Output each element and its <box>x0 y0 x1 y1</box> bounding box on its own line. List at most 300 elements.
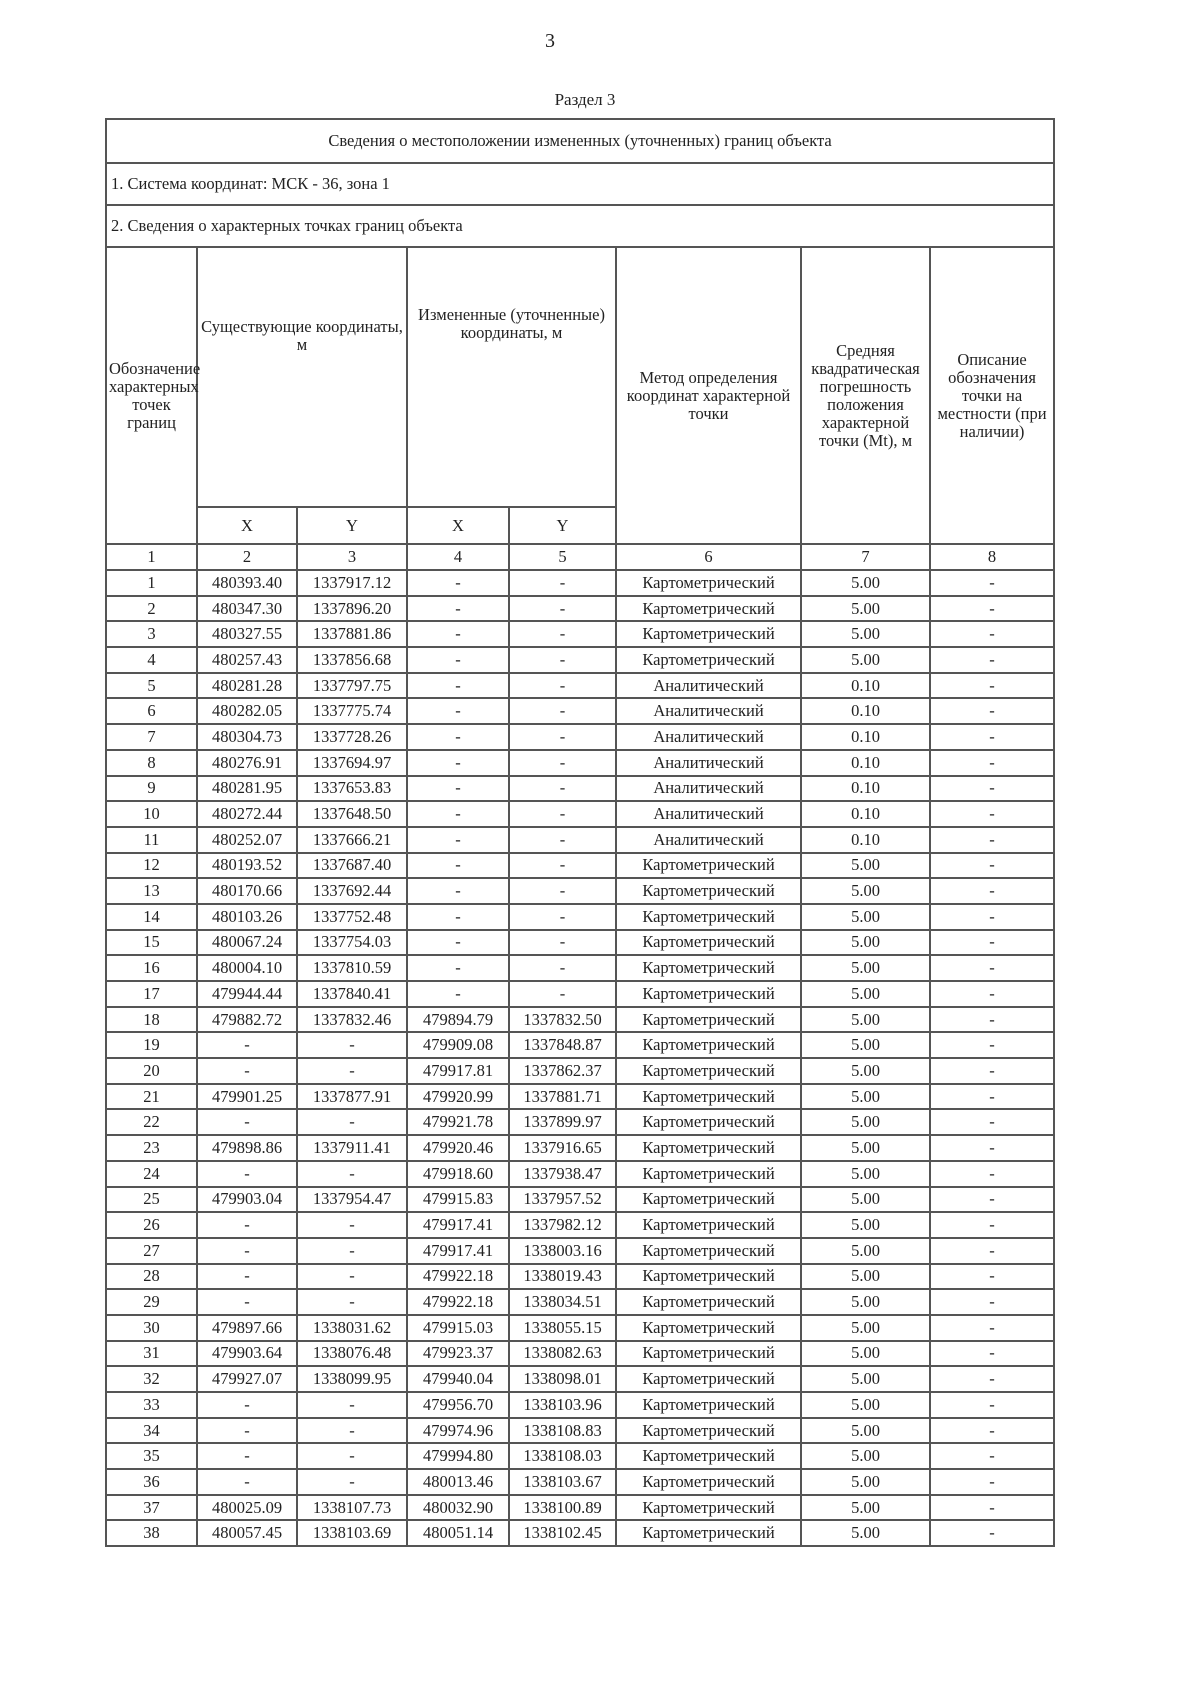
cell-error: 5.00 <box>801 1058 930 1084</box>
cell-description: - <box>930 801 1054 827</box>
cell-changed-y: 1338108.03 <box>509 1443 616 1469</box>
cell-description: - <box>930 1495 1054 1521</box>
cell-error: 5.00 <box>801 1392 930 1418</box>
table-row <box>106 1058 1054 1084</box>
cell-description: - <box>930 1341 1054 1367</box>
cell-existing-y: 1337687.40 <box>297 853 407 879</box>
cell-point-id: 20 <box>106 1058 197 1084</box>
cell-existing-y: - <box>297 1392 407 1418</box>
cell-existing-x: 480103.26 <box>197 904 297 930</box>
cell-changed-y: 1337982.12 <box>509 1212 616 1238</box>
cell-description: - <box>930 878 1054 904</box>
cell-changed-x: 479918.60 <box>407 1161 509 1187</box>
cell-changed-y: - <box>509 776 616 802</box>
table-row <box>106 1161 1054 1187</box>
cell-error: 5.00 <box>801 1032 930 1058</box>
cell-error: 5.00 <box>801 1007 930 1033</box>
cell-method: Картометрический <box>616 1084 801 1110</box>
cell-changed-x: 479894.79 <box>407 1007 509 1033</box>
cell-method: Картометрический <box>616 1109 801 1135</box>
cell-existing-x: 480004.10 <box>197 955 297 981</box>
cell-changed-x: - <box>407 776 509 802</box>
cell-point-id: 33 <box>106 1392 197 1418</box>
cell-method: Картометрический <box>616 1161 801 1187</box>
cell-existing-y: 1337692.44 <box>297 878 407 904</box>
cell-error: 5.00 <box>801 570 930 596</box>
cell-description: - <box>930 1520 1054 1546</box>
cell-error: 5.00 <box>801 1315 930 1341</box>
cell-error: 5.00 <box>801 647 930 673</box>
cell-existing-y: 1338099.95 <box>297 1366 407 1392</box>
cell-changed-x: - <box>407 930 509 956</box>
cell-changed-x: - <box>407 596 509 622</box>
cell-error: 5.00 <box>801 1289 930 1315</box>
cell-point-id: 25 <box>106 1187 197 1213</box>
cell-existing-y: 1338107.73 <box>297 1495 407 1521</box>
cell-error: 0.10 <box>801 750 930 776</box>
table-row <box>106 1187 1054 1213</box>
cell-changed-x: 479940.04 <box>407 1366 509 1392</box>
cell-method: Картометрический <box>616 570 801 596</box>
cell-existing-y: 1337752.48 <box>297 904 407 930</box>
header-point-designation: Обозначение характерных точек границ <box>106 247 197 544</box>
table-row <box>106 750 1054 776</box>
cell-changed-x: - <box>407 853 509 879</box>
cell-existing-y: 1337840.41 <box>297 981 407 1007</box>
cell-description: - <box>930 647 1054 673</box>
table-row <box>106 827 1054 853</box>
cell-existing-x: 479903.04 <box>197 1187 297 1213</box>
cell-method: Картометрический <box>616 930 801 956</box>
cell-description: - <box>930 1469 1054 1495</box>
cell-existing-x: 480304.73 <box>197 724 297 750</box>
cell-error: 5.00 <box>801 1341 930 1367</box>
table-row <box>106 596 1054 622</box>
col-number: 5 <box>509 544 616 570</box>
cell-existing-y: - <box>297 1161 407 1187</box>
cell-method: Аналитический <box>616 827 801 853</box>
col-number: 4 <box>407 544 509 570</box>
cell-error: 5.00 <box>801 1520 930 1546</box>
cell-point-id: 17 <box>106 981 197 1007</box>
cell-point-id: 8 <box>106 750 197 776</box>
cell-existing-y: 1337775.74 <box>297 698 407 724</box>
cell-changed-y: 1337916.65 <box>509 1135 616 1161</box>
cell-changed-y: 1338103.67 <box>509 1469 616 1495</box>
cell-description: - <box>930 930 1054 956</box>
cell-method: Картометрический <box>616 853 801 879</box>
cell-error: 0.10 <box>801 698 930 724</box>
cell-description: - <box>930 1007 1054 1033</box>
cell-existing-x: 480281.95 <box>197 776 297 802</box>
cell-existing-y: 1337648.50 <box>297 801 407 827</box>
cell-existing-x: 479927.07 <box>197 1366 297 1392</box>
cell-changed-x: - <box>407 827 509 853</box>
cell-changed-x: - <box>407 621 509 647</box>
points-heading: 2. Сведения о характерных точках границ объекта <box>106 205 1054 247</box>
cell-existing-x: 480347.30 <box>197 596 297 622</box>
cell-description: - <box>930 1289 1054 1315</box>
cell-error: 5.00 <box>801 981 930 1007</box>
cell-error: 5.00 <box>801 621 930 647</box>
cell-existing-y: - <box>297 1238 407 1264</box>
table-row <box>106 801 1054 827</box>
cell-error: 5.00 <box>801 596 930 622</box>
table-row <box>106 878 1054 904</box>
cell-existing-x: 480327.55 <box>197 621 297 647</box>
cell-changed-y: - <box>509 827 616 853</box>
cell-description: - <box>930 1058 1054 1084</box>
cell-changed-y: 1337848.87 <box>509 1032 616 1058</box>
col-number: 1 <box>106 544 197 570</box>
col-number: 6 <box>616 544 801 570</box>
cell-description: - <box>930 853 1054 879</box>
cell-point-id: 19 <box>106 1032 197 1058</box>
cell-changed-x: - <box>407 724 509 750</box>
cell-description: - <box>930 1109 1054 1135</box>
cell-existing-y: 1337856.68 <box>297 647 407 673</box>
cell-point-id: 28 <box>106 1264 197 1290</box>
cell-description: - <box>930 827 1054 853</box>
cell-method: Картометрический <box>616 621 801 647</box>
cell-changed-y: 1338082.63 <box>509 1341 616 1367</box>
cell-existing-y: - <box>297 1109 407 1135</box>
cell-description: - <box>930 724 1054 750</box>
cell-changed-y: 1338102.45 <box>509 1520 616 1546</box>
cell-existing-y: 1337694.97 <box>297 750 407 776</box>
cell-error: 5.00 <box>801 1161 930 1187</box>
cell-point-id: 34 <box>106 1418 197 1444</box>
table-row <box>106 853 1054 879</box>
cell-existing-y: - <box>297 1443 407 1469</box>
cell-existing-x: 479897.66 <box>197 1315 297 1341</box>
cell-existing-x: 480057.45 <box>197 1520 297 1546</box>
cell-description: - <box>930 750 1054 776</box>
cell-existing-x: 480257.43 <box>197 647 297 673</box>
cell-changed-y: - <box>509 955 616 981</box>
col-number: 7 <box>801 544 930 570</box>
cell-changed-y: 1338103.96 <box>509 1392 616 1418</box>
cell-method: Картометрический <box>616 1341 801 1367</box>
cell-point-id: 3 <box>106 621 197 647</box>
table-row <box>106 1007 1054 1033</box>
cell-changed-x: 479915.83 <box>407 1187 509 1213</box>
cell-changed-x: 479922.18 <box>407 1264 509 1290</box>
cell-point-id: 6 <box>106 698 197 724</box>
cell-changed-y: - <box>509 621 616 647</box>
cell-method: Картометрический <box>616 981 801 1007</box>
cell-description: - <box>930 1135 1054 1161</box>
cell-description: - <box>930 1161 1054 1187</box>
cell-error: 5.00 <box>801 1469 930 1495</box>
cell-method: Картометрический <box>616 1289 801 1315</box>
cell-existing-y: - <box>297 1469 407 1495</box>
cell-description: - <box>930 1264 1054 1290</box>
cell-method: Картометрический <box>616 596 801 622</box>
cell-error: 0.10 <box>801 801 930 827</box>
cell-method: Картометрический <box>616 1520 801 1546</box>
table-row <box>106 1495 1054 1521</box>
cell-error: 5.00 <box>801 1264 930 1290</box>
page-number: 3 <box>545 30 555 52</box>
cell-existing-y: 1337810.59 <box>297 955 407 981</box>
cell-method: Картометрический <box>616 878 801 904</box>
cell-changed-y: 1337832.50 <box>509 1007 616 1033</box>
cell-method: Картометрический <box>616 1212 801 1238</box>
header-existing-coords: Существующие координаты, м <box>197 247 407 507</box>
cell-point-id: 13 <box>106 878 197 904</box>
table-row <box>106 724 1054 750</box>
cell-method: Картометрический <box>616 1007 801 1033</box>
cell-description: - <box>930 1212 1054 1238</box>
cell-existing-x: 479901.25 <box>197 1084 297 1110</box>
cell-existing-x: - <box>197 1058 297 1084</box>
cell-existing-x: 480282.05 <box>197 698 297 724</box>
col-number: 8 <box>930 544 1054 570</box>
cell-existing-x: 480025.09 <box>197 1495 297 1521</box>
cell-changed-y: - <box>509 981 616 1007</box>
cell-changed-y: - <box>509 750 616 776</box>
cell-existing-x: - <box>197 1238 297 1264</box>
cell-method: Картометрический <box>616 1392 801 1418</box>
cell-changed-y: - <box>509 673 616 699</box>
cell-error: 5.00 <box>801 904 930 930</box>
cell-changed-x: 479920.99 <box>407 1084 509 1110</box>
table-row <box>106 570 1054 596</box>
cell-changed-x: 479921.78 <box>407 1109 509 1135</box>
cell-description: - <box>930 1366 1054 1392</box>
table-row <box>106 1212 1054 1238</box>
cell-method: Картометрический <box>616 1469 801 1495</box>
cell-point-id: 30 <box>106 1315 197 1341</box>
cell-existing-y: 1338076.48 <box>297 1341 407 1367</box>
cell-changed-x: 479915.03 <box>407 1315 509 1341</box>
cell-error: 5.00 <box>801 1495 930 1521</box>
coord-system: 1. Система координат: МСК - 36, зона 1 <box>106 163 1054 205</box>
cell-error: 0.10 <box>801 776 930 802</box>
cell-changed-x: 480013.46 <box>407 1469 509 1495</box>
cell-existing-x: - <box>197 1212 297 1238</box>
cell-changed-x: 479917.41 <box>407 1212 509 1238</box>
section-label: Раздел 3 <box>554 90 616 109</box>
cell-method: Картометрический <box>616 1366 801 1392</box>
cell-method: Картометрический <box>616 955 801 981</box>
cell-description: - <box>930 776 1054 802</box>
cell-existing-y: 1337881.86 <box>297 621 407 647</box>
cell-description: - <box>930 1084 1054 1110</box>
header-changed-coords: Измененные (уточненные) координаты, м <box>407 247 616 507</box>
cell-changed-x: 479917.81 <box>407 1058 509 1084</box>
cell-changed-y: - <box>509 647 616 673</box>
cell-description: - <box>930 1032 1054 1058</box>
cell-error: 5.00 <box>801 1084 930 1110</box>
table-row <box>106 647 1054 673</box>
cell-point-id: 5 <box>106 673 197 699</box>
header-existing-y: Y <box>297 507 407 544</box>
cell-error: 5.00 <box>801 1212 930 1238</box>
cell-method: Картометрический <box>616 1058 801 1084</box>
cell-changed-y: 1338100.89 <box>509 1495 616 1521</box>
cell-point-id: 12 <box>106 853 197 879</box>
cell-point-id: 31 <box>106 1341 197 1367</box>
cell-existing-x: 479903.64 <box>197 1341 297 1367</box>
cell-error: 5.00 <box>801 1238 930 1264</box>
table-row <box>106 1315 1054 1341</box>
cell-changed-x: - <box>407 698 509 724</box>
cell-method: Картометрический <box>616 1238 801 1264</box>
cell-description: - <box>930 981 1054 1007</box>
cell-point-id: 18 <box>106 1007 197 1033</box>
cell-existing-x: 480393.40 <box>197 570 297 596</box>
cell-error: 5.00 <box>801 1187 930 1213</box>
cell-error: 5.00 <box>801 1418 930 1444</box>
cell-changed-x: 479920.46 <box>407 1135 509 1161</box>
cell-changed-x: 479909.08 <box>407 1032 509 1058</box>
cell-existing-y: - <box>297 1058 407 1084</box>
cell-existing-x: - <box>197 1161 297 1187</box>
table-row <box>106 930 1054 956</box>
cell-changed-y: - <box>509 801 616 827</box>
cell-existing-y: 1337911.41 <box>297 1135 407 1161</box>
cell-method: Аналитический <box>616 750 801 776</box>
table-row <box>106 1289 1054 1315</box>
cell-changed-y: - <box>509 853 616 879</box>
cell-point-id: 37 <box>106 1495 197 1521</box>
table-row <box>106 673 1054 699</box>
cell-changed-y: - <box>509 904 616 930</box>
cell-changed-y: - <box>509 878 616 904</box>
cell-error: 5.00 <box>801 930 930 956</box>
cell-changed-y: - <box>509 698 616 724</box>
cell-existing-x: 480067.24 <box>197 930 297 956</box>
cell-error: 5.00 <box>801 1135 930 1161</box>
cell-method: Картометрический <box>616 1443 801 1469</box>
cell-changed-x: - <box>407 570 509 596</box>
cell-error: 0.10 <box>801 724 930 750</box>
cell-method: Аналитический <box>616 673 801 699</box>
cell-existing-x: 479898.86 <box>197 1135 297 1161</box>
cell-point-id: 10 <box>106 801 197 827</box>
table-row <box>106 1443 1054 1469</box>
header-existing-x: X <box>197 507 297 544</box>
table-row <box>106 776 1054 802</box>
cell-existing-x: - <box>197 1443 297 1469</box>
cell-error: 5.00 <box>801 1109 930 1135</box>
table-row <box>106 1135 1054 1161</box>
cell-changed-x: - <box>407 750 509 776</box>
cell-point-id: 15 <box>106 930 197 956</box>
cell-existing-x: 480281.28 <box>197 673 297 699</box>
cell-existing-y: 1337877.91 <box>297 1084 407 1110</box>
cell-description: - <box>930 1187 1054 1213</box>
cell-changed-y: 1337881.71 <box>509 1084 616 1110</box>
cell-description: - <box>930 1392 1054 1418</box>
cell-method: Аналитический <box>616 801 801 827</box>
cell-error: 0.10 <box>801 827 930 853</box>
cell-existing-x: - <box>197 1469 297 1495</box>
cell-description: - <box>930 698 1054 724</box>
cell-point-id: 9 <box>106 776 197 802</box>
table-row <box>106 1520 1054 1546</box>
cell-error: 5.00 <box>801 955 930 981</box>
cell-method: Картометрический <box>616 1032 801 1058</box>
cell-existing-y: - <box>297 1289 407 1315</box>
cell-changed-x: - <box>407 981 509 1007</box>
table-row <box>106 904 1054 930</box>
table-row <box>106 621 1054 647</box>
cell-existing-y: 1337954.47 <box>297 1187 407 1213</box>
cell-existing-x: - <box>197 1264 297 1290</box>
cell-description: - <box>930 621 1054 647</box>
cell-method: Картометрический <box>616 1495 801 1521</box>
cell-existing-x: 480272.44 <box>197 801 297 827</box>
cell-changed-y: - <box>509 724 616 750</box>
col-number: 3 <box>297 544 407 570</box>
cell-changed-y: 1338003.16 <box>509 1238 616 1264</box>
cell-changed-y: 1338055.15 <box>509 1315 616 1341</box>
cell-point-id: 27 <box>106 1238 197 1264</box>
cell-existing-y: 1337666.21 <box>297 827 407 853</box>
cell-existing-x: - <box>197 1392 297 1418</box>
cell-point-id: 26 <box>106 1212 197 1238</box>
cell-error: 5.00 <box>801 1443 930 1469</box>
cell-existing-y: - <box>297 1264 407 1290</box>
cell-point-id: 23 <box>106 1135 197 1161</box>
cell-description: - <box>930 904 1054 930</box>
cell-changed-x: - <box>407 801 509 827</box>
cell-changed-x: - <box>407 647 509 673</box>
table-row <box>106 1341 1054 1367</box>
cell-existing-x: 479944.44 <box>197 981 297 1007</box>
cell-changed-x: 479974.96 <box>407 1418 509 1444</box>
cell-existing-x: - <box>197 1109 297 1135</box>
cell-existing-y: 1337728.26 <box>297 724 407 750</box>
cell-existing-x: - <box>197 1032 297 1058</box>
header-description: Описание обозначения точки на местности (при наличии) <box>930 247 1054 544</box>
cell-changed-y: - <box>509 930 616 956</box>
cell-existing-y: - <box>297 1032 407 1058</box>
cell-changed-y: 1337899.97 <box>509 1109 616 1135</box>
cell-point-id: 14 <box>106 904 197 930</box>
cell-method: Картометрический <box>616 1187 801 1213</box>
cell-changed-x: - <box>407 904 509 930</box>
cell-changed-x: - <box>407 955 509 981</box>
cell-point-id: 16 <box>106 955 197 981</box>
cell-existing-y: 1338031.62 <box>297 1315 407 1341</box>
cell-changed-x: 479994.80 <box>407 1443 509 1469</box>
boundary-points-table <box>105 118 1055 1547</box>
table-row <box>106 698 1054 724</box>
cell-existing-x: 480252.07 <box>197 827 297 853</box>
cell-changed-y: - <box>509 596 616 622</box>
header-error: Средняя квадратическая погрешность положения характерной точки (Mt), м <box>801 247 930 544</box>
cell-changed-x: 479917.41 <box>407 1238 509 1264</box>
cell-point-id: 1 <box>106 570 197 596</box>
table-title: Сведения о местоположении измененных (уточненных) границ объекта <box>106 119 1054 163</box>
cell-method: Картометрический <box>616 1315 801 1341</box>
cell-point-id: 35 <box>106 1443 197 1469</box>
cell-existing-y: 1337896.20 <box>297 596 407 622</box>
cell-method: Картометрический <box>616 647 801 673</box>
cell-point-id: 24 <box>106 1161 197 1187</box>
header-method: Метод определения координат характерной точки <box>616 247 801 544</box>
cell-point-id: 2 <box>106 596 197 622</box>
cell-error: 5.00 <box>801 853 930 879</box>
cell-existing-x: - <box>197 1289 297 1315</box>
cell-description: - <box>930 1315 1054 1341</box>
cell-point-id: 4 <box>106 647 197 673</box>
cell-description: - <box>930 955 1054 981</box>
